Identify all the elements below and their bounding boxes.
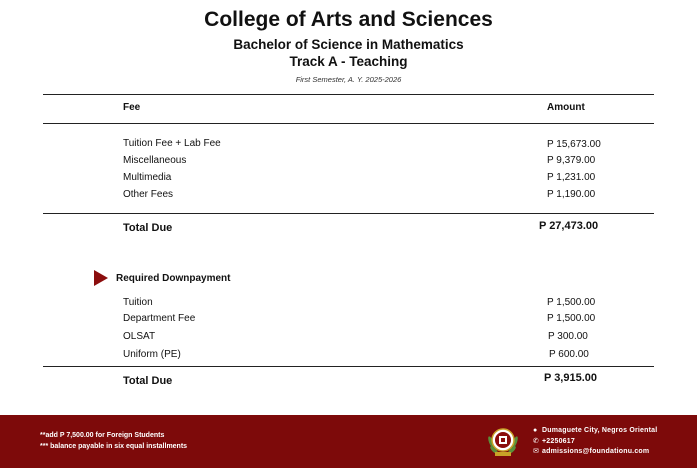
downpayment-row-label: Tuition <box>123 297 153 308</box>
table-top-rule <box>43 94 654 95</box>
downpayment-total-amount: P 3,915.00 <box>544 372 598 384</box>
triangle-marker-icon <box>94 270 108 286</box>
total-due-label: Total Due <box>123 222 173 234</box>
contact-phone: ✆ +2250617 <box>533 438 575 445</box>
downpayment-row-amount: P 1,500.00 <box>547 313 596 324</box>
downpayment-title: Required Downpayment <box>116 273 231 284</box>
downpayment-row-amount: P 300.00 <box>548 331 588 342</box>
foreign-students-note: **add P 7,500.00 for Foreign Students <box>40 432 165 439</box>
header-bottom-rule <box>43 123 654 124</box>
fee-row-amount: P 15,673.00 <box>547 139 601 150</box>
downpayment-row-amount: P 1,500.00 <box>547 297 596 308</box>
fee-row-amount: P 1,190.00 <box>547 189 596 200</box>
track-title: Track A - Teaching <box>289 54 408 69</box>
downpayment-row-amount: P 600.00 <box>549 349 589 360</box>
amount-column-header: Amount <box>547 102 585 113</box>
fee-row-label: Multimedia <box>123 172 172 183</box>
downpayment-row-label: OLSAT <box>123 331 156 342</box>
contact-email: ✉ admissions@foundationu.com <box>533 448 650 455</box>
program-title: Bachelor of Science in Mathematics <box>233 37 464 52</box>
college-seal-icon <box>486 424 520 458</box>
downpayment-total-label: Total Due <box>123 375 173 387</box>
total-rule <box>43 213 654 214</box>
college-title: College of Arts and Sciences <box>204 8 493 31</box>
downpayment-row-label: Department Fee <box>123 313 196 324</box>
fee-row-amount: P 1,231.00 <box>547 172 596 183</box>
total-due-amount: P 27,473.00 <box>539 220 599 232</box>
semester-label: First Semester, A. Y. 2025-2026 <box>295 75 402 84</box>
fee-column-header: Fee <box>123 102 141 113</box>
location-pin-icon: ● <box>533 427 538 434</box>
installment-note: *** balance payable in six equal installments <box>40 443 188 450</box>
fee-row-label: Miscellaneous <box>123 155 187 166</box>
contact-location: ● Dumaguete City, Negros Oriental <box>533 427 658 434</box>
fee-row-label: Other Fees <box>123 189 174 200</box>
envelope-icon: ✉ <box>533 448 540 455</box>
fee-row-amount: P 9,379.00 <box>547 155 596 166</box>
fee-row-label: Tuition Fee + Lab Fee <box>123 138 221 149</box>
downpayment-row-label: Uniform (PE) <box>123 349 181 360</box>
footer-bar <box>0 415 697 468</box>
phone-icon: ✆ <box>533 438 540 445</box>
downpayment-total-rule <box>43 366 654 367</box>
